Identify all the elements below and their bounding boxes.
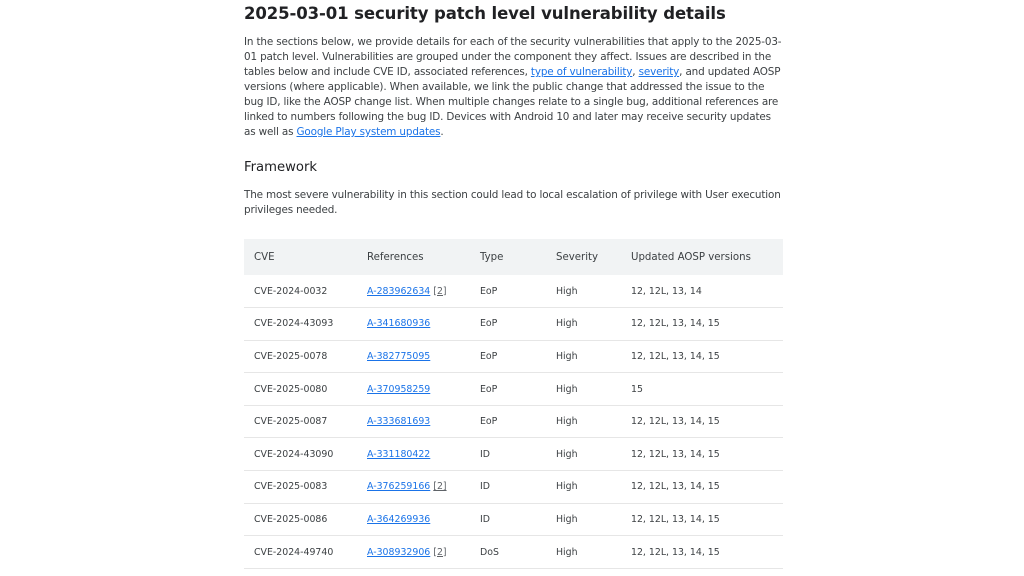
severity: High bbox=[556, 318, 578, 330]
references-cell bbox=[357, 471, 470, 504]
bug-id-link[interactable]: A-283962634 bbox=[367, 285, 431, 297]
column-header-references: References bbox=[367, 251, 424, 263]
additional-reference-link[interactable]: [2] bbox=[433, 481, 447, 493]
severity-link[interactable]: severity bbox=[638, 66, 680, 78]
vulnerability-type: EoP bbox=[480, 350, 498, 362]
cve-id: CVE-2024-0032 bbox=[254, 285, 328, 297]
table-row bbox=[244, 308, 783, 341]
google-play-system-updates-link[interactable]: Google Play system updates bbox=[296, 126, 441, 138]
bug-id-link[interactable]: A-331180422 bbox=[367, 448, 431, 460]
aosp-versions: 12, 12L, 13, 14, 15 bbox=[631, 513, 720, 525]
bug-id-link[interactable]: A-341680936 bbox=[367, 318, 431, 330]
type-of-vulnerability-link[interactable]: type of vulnerability bbox=[530, 66, 633, 78]
severity: High bbox=[556, 416, 578, 428]
column-header-type: Type bbox=[480, 251, 504, 263]
cve-id: CVE-2025-0078 bbox=[254, 350, 328, 362]
references-cell bbox=[357, 405, 470, 438]
references-cell bbox=[357, 340, 470, 373]
aosp-versions: 15 bbox=[631, 383, 643, 395]
severity: High bbox=[556, 285, 578, 297]
cve-id: CVE-2025-0086 bbox=[254, 513, 328, 525]
cve-id: CVE-2025-0087 bbox=[254, 416, 328, 428]
table-row bbox=[244, 373, 783, 406]
bug-id-link[interactable]: A-370958259 bbox=[367, 383, 431, 395]
cve-id: CVE-2025-0083 bbox=[254, 481, 328, 493]
aosp-versions: 12, 12L, 13, 14, 15 bbox=[631, 546, 720, 558]
table-row bbox=[244, 536, 783, 569]
references-cell bbox=[357, 308, 470, 341]
severity: High bbox=[556, 350, 578, 362]
bug-id-link[interactable]: A-308932906 bbox=[367, 546, 431, 558]
aosp-versions: 12, 12L, 13, 14, 15 bbox=[631, 318, 720, 330]
cve-id: CVE-2024-43090 bbox=[254, 448, 334, 460]
cve-id: CVE-2024-43093 bbox=[254, 318, 334, 330]
table-row bbox=[244, 438, 783, 471]
vulnerability-type: ID bbox=[480, 481, 490, 493]
severity: High bbox=[556, 513, 578, 525]
framework-vulnerability-table bbox=[244, 239, 783, 569]
severity: High bbox=[556, 448, 578, 460]
table-header-row bbox=[244, 239, 783, 275]
bug-id-link[interactable]: A-382775095 bbox=[367, 350, 431, 362]
vulnerability-type: ID bbox=[480, 513, 490, 525]
additional-reference-link[interactable]: [2] bbox=[433, 285, 447, 297]
severity: High bbox=[556, 546, 578, 558]
vulnerability-type: DoS bbox=[480, 546, 499, 558]
intro-text-3: . bbox=[440, 126, 444, 138]
table-row bbox=[244, 275, 783, 308]
aosp-versions: 12, 12L, 13, 14, 15 bbox=[631, 350, 720, 362]
intro-paragraph bbox=[244, 35, 784, 140]
aosp-versions: 12, 12L, 13, 14, 15 bbox=[631, 416, 720, 428]
aosp-versions: 12, 12L, 13, 14, 15 bbox=[631, 448, 720, 460]
aosp-versions: 12, 12L, 13, 14 bbox=[631, 285, 702, 297]
column-header-aosp-versions: Updated AOSP versions bbox=[631, 251, 751, 263]
column-header-cve: CVE bbox=[254, 251, 275, 263]
references-cell bbox=[357, 373, 470, 406]
references-cell bbox=[357, 503, 470, 536]
intro-text-1: In the sections below, we provide details for each of the security vulnerabilities that apply to the 2025-03-01 patch level. Vulnerabilities are grouped under the component they affect. Issues are described in the tables below and include CVE ID, associated references, bbox=[244, 36, 782, 78]
references-cell bbox=[357, 275, 470, 308]
table-row bbox=[244, 471, 783, 504]
severity: High bbox=[556, 383, 578, 395]
references-cell bbox=[357, 536, 470, 569]
severity: High bbox=[556, 481, 578, 493]
additional-reference-link[interactable]: [2] bbox=[433, 546, 447, 558]
table-row bbox=[244, 405, 783, 438]
table-row bbox=[244, 340, 783, 373]
bug-id-link[interactable]: A-364269936 bbox=[367, 513, 431, 525]
framework-heading: Framework bbox=[244, 160, 318, 175]
references-cell bbox=[357, 438, 470, 471]
vulnerability-type: EoP bbox=[480, 383, 498, 395]
table-row bbox=[244, 503, 783, 536]
cve-id: CVE-2025-0080 bbox=[254, 383, 328, 395]
cve-id: CVE-2024-49740 bbox=[254, 546, 334, 558]
column-header-severity: Severity bbox=[556, 251, 599, 263]
aosp-versions: 12, 12L, 13, 14, 15 bbox=[631, 481, 720, 493]
bug-id-link[interactable]: A-376259166 bbox=[367, 481, 431, 493]
vulnerability-type: EoP bbox=[480, 318, 498, 330]
vulnerability-type: ID bbox=[480, 448, 490, 460]
bug-id-link[interactable]: A-333681693 bbox=[367, 416, 431, 428]
vulnerability-type: EoP bbox=[480, 416, 498, 428]
intro-separator: , bbox=[632, 66, 639, 78]
intro-text-2: , and updated AOSP versions (where applicable). When available, we link the public change that addressed the issue to the bug ID, like the AOSP change list. When multiple changes relate to a single bug, additional references are linked to numbers following the bug ID. Devices with Android 10 and later may receive security updates as well as bbox=[244, 66, 781, 138]
page-title: 2025-03-01 security patch level vulnerability details bbox=[244, 4, 726, 23]
vulnerability-type: EoP bbox=[480, 285, 498, 297]
framework-description: The most severe vulnerability in this section could lead to local escalation of privilege with User execution privileges needed. bbox=[244, 189, 781, 216]
